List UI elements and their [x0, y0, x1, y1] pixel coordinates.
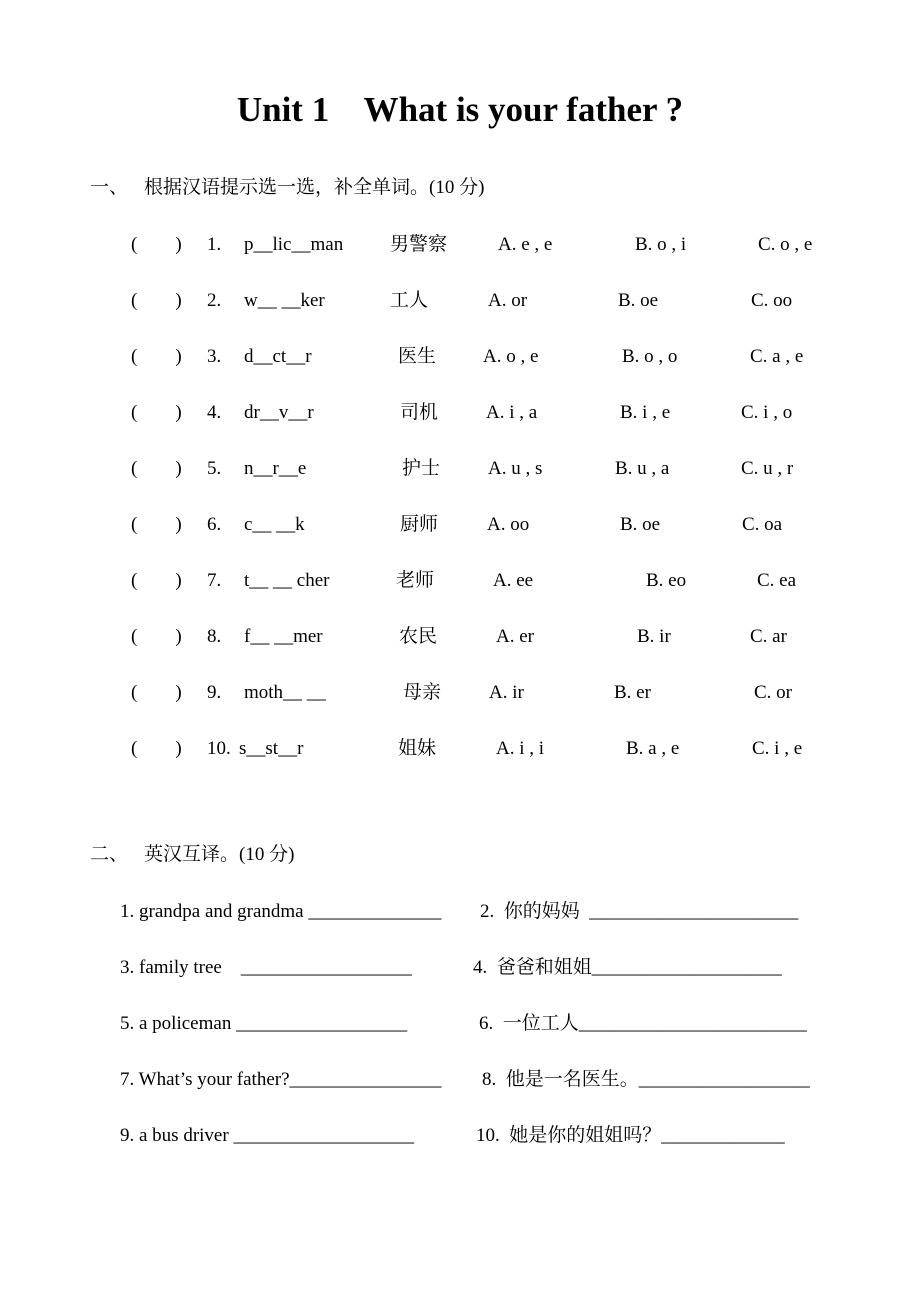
option-c: C. u , r — [741, 458, 794, 479]
translation-item[interactable]: 5. a policeman __________________ — [120, 1013, 408, 1034]
option-c: C. i , o — [741, 402, 793, 423]
question-meaning: 工人 — [390, 290, 429, 311]
question-number: 7. — [207, 570, 222, 591]
option-a: A. ee — [493, 570, 534, 591]
question-meaning: 司机 — [400, 402, 439, 423]
question-word: c__ __k — [244, 514, 305, 535]
option-c: C. o , e — [758, 234, 813, 255]
question-word: n__r__e — [244, 458, 307, 479]
option-b: B. o , o — [622, 346, 678, 367]
question-number: 3. — [207, 346, 222, 367]
option-a: A. e , e — [498, 234, 553, 255]
section1-heading: 根据汉语提示选一选，补全单词。(10 分) — [144, 177, 485, 198]
option-c: C. ar — [750, 626, 787, 647]
question-number: 1. — [207, 234, 222, 255]
option-a: A. ir — [489, 682, 524, 703]
option-c: C. oo — [751, 290, 793, 311]
question-meaning: 男警察 — [390, 234, 448, 255]
question-meaning: 厨师 — [400, 514, 439, 535]
question-number: 4. — [207, 402, 222, 423]
option-b: B. o , i — [635, 234, 687, 255]
section2-number: 二、 — [90, 844, 129, 865]
option-b: B. ir — [637, 626, 671, 647]
option-b: B. i , e — [620, 402, 671, 423]
question-word: s__st__r — [239, 738, 304, 759]
section2-heading: 英汉互译。(10 分) — [144, 844, 295, 865]
translation-item[interactable]: 10. 她是你的姐姐吗？_____________ — [476, 1125, 785, 1146]
option-b: B. er — [614, 682, 651, 703]
question-number: 6. — [207, 514, 222, 535]
question-meaning: 农民 — [399, 626, 438, 647]
option-b: B. oe — [618, 290, 659, 311]
question-number: 2. — [207, 290, 222, 311]
option-c: C. a , e — [750, 346, 804, 367]
question-meaning: 医生 — [398, 346, 437, 367]
option-b: B. u , a — [615, 458, 670, 479]
option-a: A. i , a — [486, 402, 538, 423]
question-number: 10. — [207, 738, 231, 759]
option-a: A. u , s — [488, 458, 543, 479]
question-word: p__lic__man — [244, 234, 344, 255]
translation-item[interactable]: 4. 爸爸和姐姐____________________ — [473, 957, 782, 978]
question-meaning: 母亲 — [403, 682, 442, 703]
option-b: B. eo — [646, 570, 687, 591]
question-number: 5. — [207, 458, 222, 479]
page-title: Unit 1 What is your father ? — [236, 90, 684, 129]
question-number: 8. — [207, 626, 222, 647]
option-b: B. a , e — [626, 738, 680, 759]
answer-blank[interactable]: ( ) — [131, 290, 182, 311]
translation-item[interactable]: 6. 一位工人________________________ — [479, 1013, 807, 1034]
answer-blank[interactable]: ( ) — [131, 346, 182, 367]
answer-blank[interactable]: ( ) — [131, 738, 182, 759]
option-c: C. ea — [757, 570, 797, 591]
question-meaning: 姐妹 — [398, 738, 437, 759]
option-a: A. oo — [487, 514, 530, 535]
option-b: B. oe — [620, 514, 661, 535]
answer-blank[interactable]: ( ) — [131, 570, 182, 591]
answer-blank[interactable]: ( ) — [131, 234, 182, 255]
question-word: dr__v__r — [244, 402, 314, 423]
question-number: 9. — [207, 682, 222, 703]
option-c: C. i , e — [752, 738, 803, 759]
answer-blank[interactable]: ( ) — [131, 626, 182, 647]
question-word: d__ct__r — [244, 346, 312, 367]
answer-blank[interactable]: ( ) — [131, 402, 182, 423]
question-word: w__ __ker — [244, 290, 325, 311]
translation-item[interactable]: 7. What’s your father?________________ — [120, 1069, 442, 1090]
answer-blank[interactable]: ( ) — [131, 458, 182, 479]
translation-item[interactable]: 9. a bus driver ___________________ — [120, 1125, 414, 1146]
question-meaning: 护士 — [402, 458, 441, 479]
translation-item[interactable]: 8. 他是一名医生。__________________ — [482, 1069, 810, 1090]
question-word: moth__ __ — [244, 682, 326, 703]
option-a: A. i , i — [496, 738, 545, 759]
option-c: C. oa — [742, 514, 783, 535]
option-a: A. er — [496, 626, 534, 647]
answer-blank[interactable]: ( ) — [131, 514, 182, 535]
section1-number: 一、 — [90, 177, 129, 198]
question-word: f__ __mer — [244, 626, 323, 647]
question-word: t__ __ cher — [244, 570, 330, 591]
answer-blank[interactable]: ( ) — [131, 682, 182, 703]
option-c: C. or — [754, 682, 792, 703]
translation-item[interactable]: 3. family tree __________________ — [120, 957, 412, 978]
question-meaning: 老师 — [396, 570, 435, 591]
translation-item[interactable]: 2. 你的妈妈 ______________________ — [480, 901, 799, 922]
option-a: A. or — [488, 290, 528, 311]
translation-item[interactable]: 1. grandpa and grandma ______________ — [120, 901, 442, 922]
option-a: A. o , e — [483, 346, 539, 367]
